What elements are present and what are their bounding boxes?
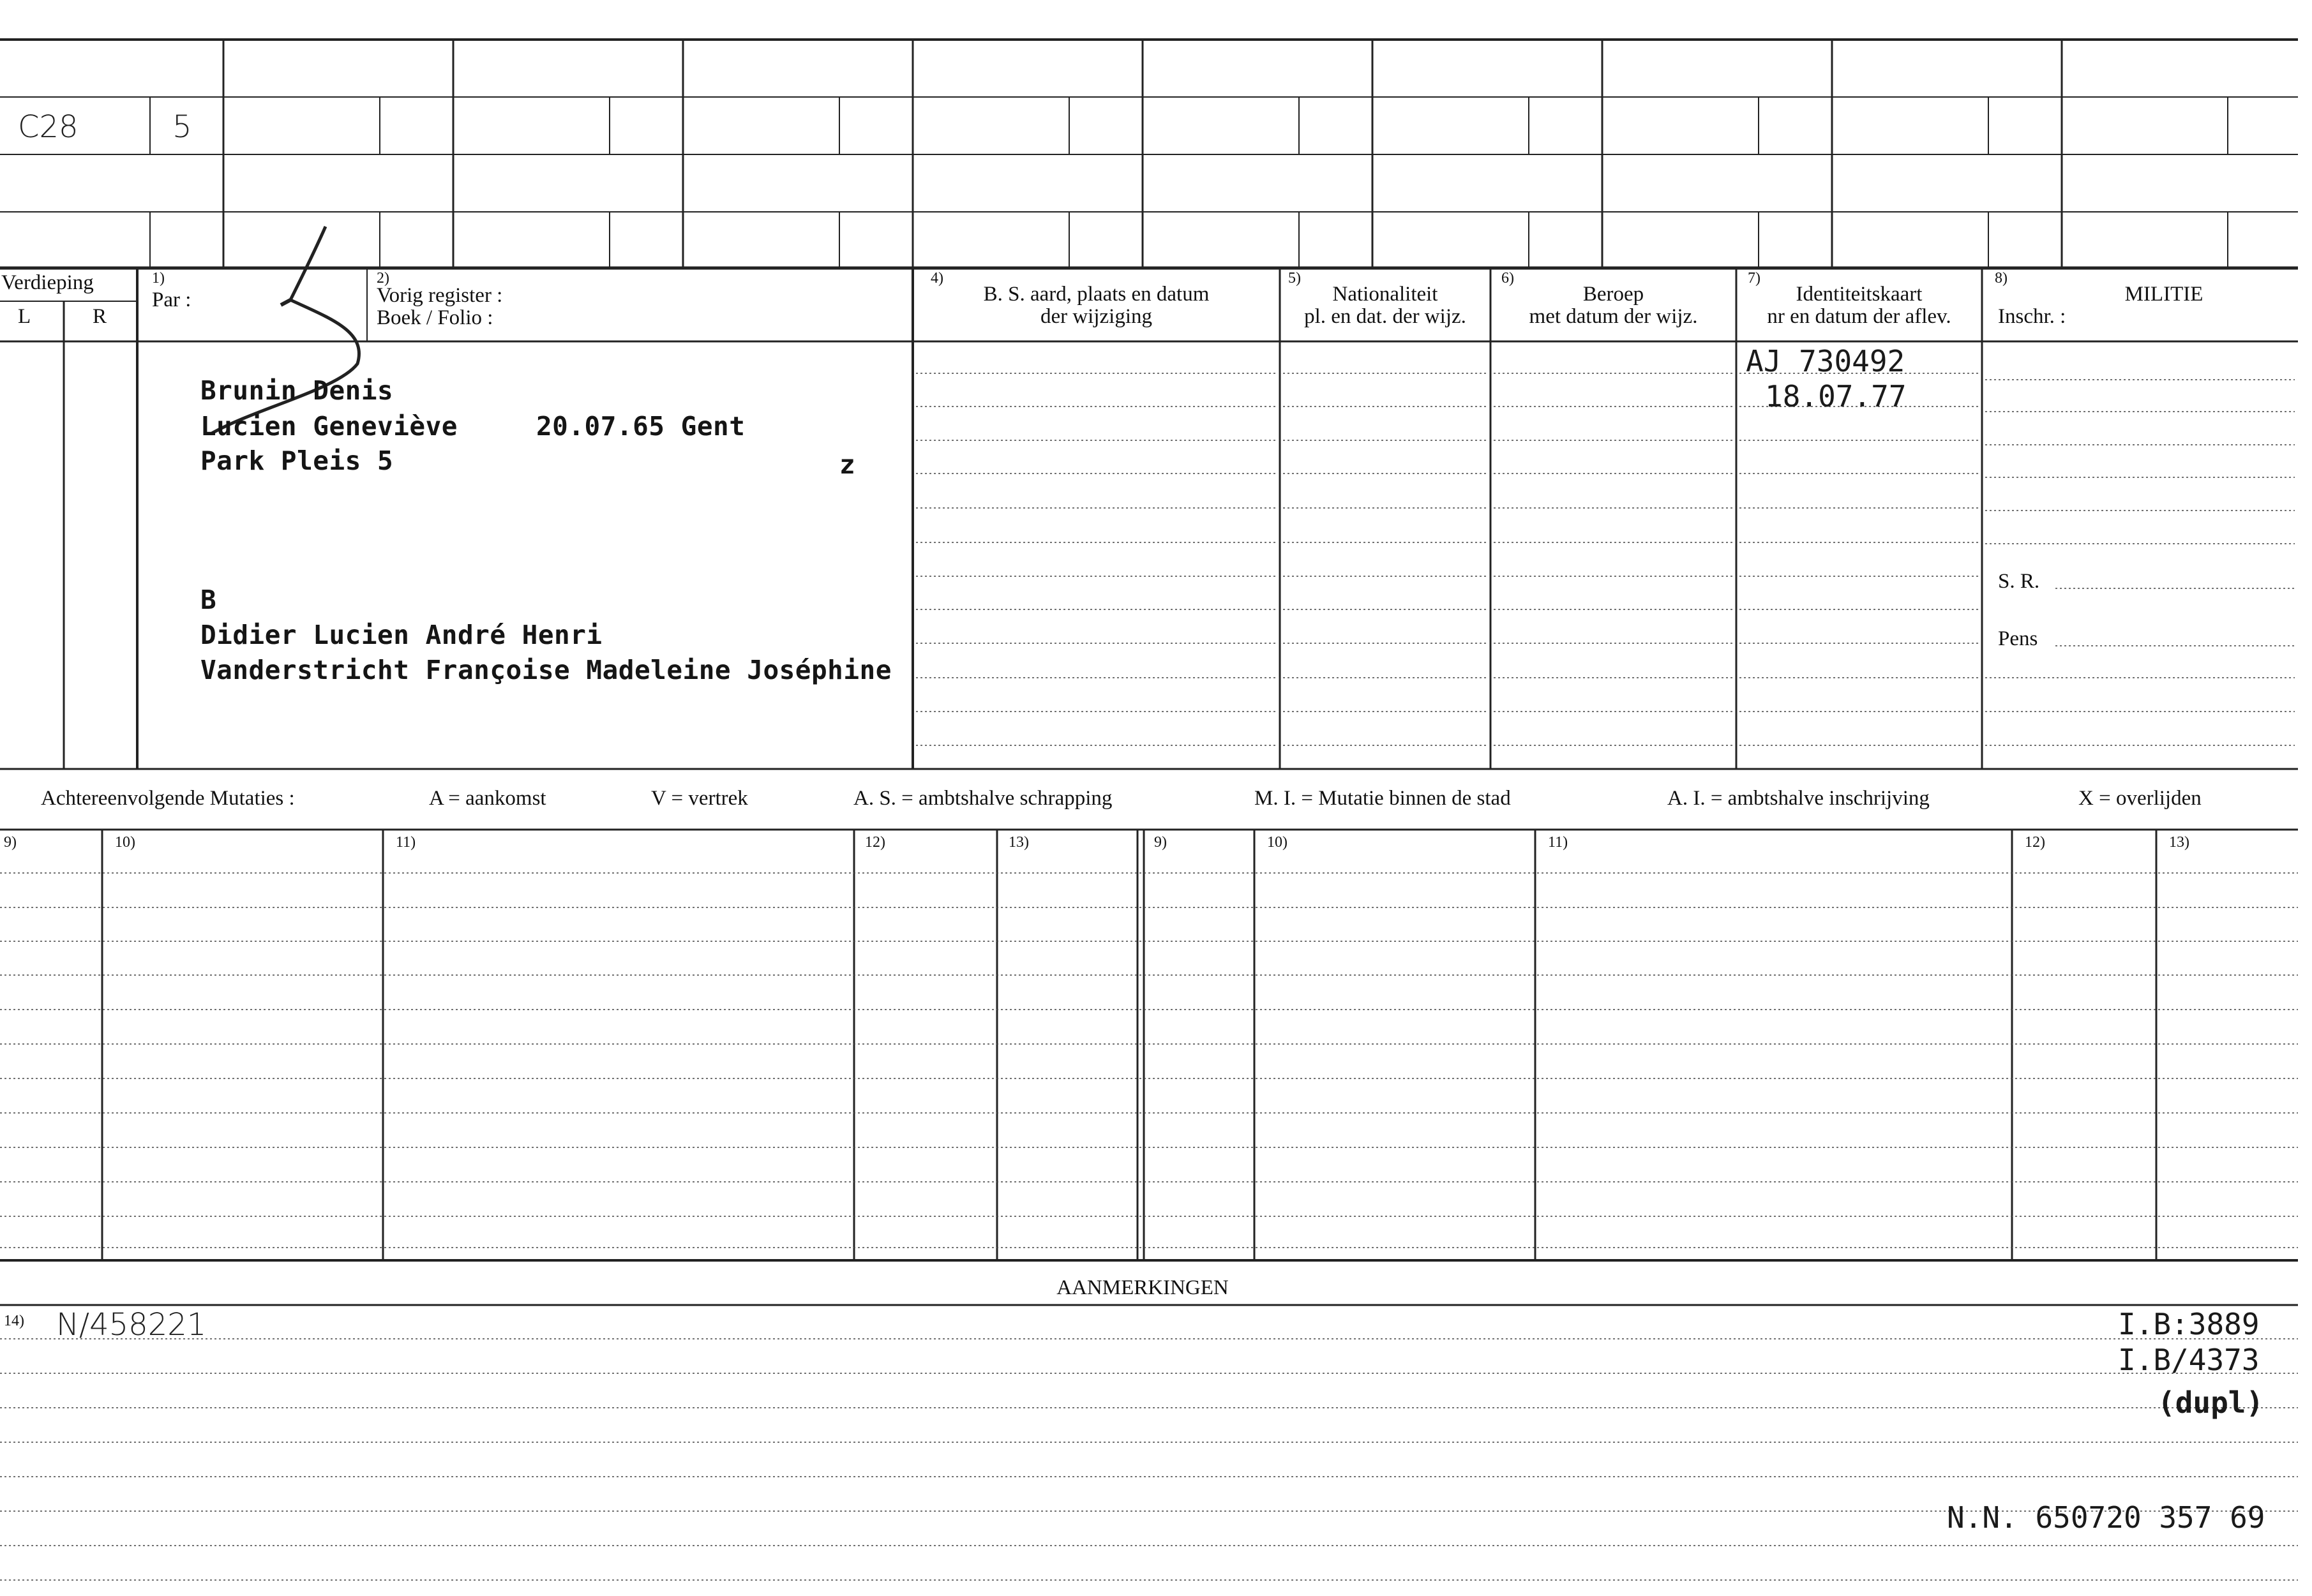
legend-ambtshalve-inschrijving: A. I. = ambtshalve inschrijving [1667, 787, 1930, 810]
identiteitskaart-header-line1: Identiteitskaart [1796, 283, 1923, 306]
legend-aankomst: A = aankomst [429, 787, 546, 810]
militie-header: MILITIE [2124, 283, 2203, 306]
mark-z: z [839, 449, 856, 480]
mut-right-col-10: 10) [1267, 834, 1287, 851]
inschr-label: Inschr. : [1998, 305, 2066, 328]
legend-overlijden: X = overlijden [2078, 787, 2202, 810]
person-name: Brunin Denis [200, 375, 394, 406]
mut-left-col-10: 10) [115, 834, 135, 851]
top-cell-number: 5 [172, 109, 192, 145]
floor-l-label: L [18, 305, 31, 328]
remarks-reference: N/458221 [56, 1307, 207, 1343]
col8-number: 8) [1995, 270, 2008, 287]
id-card-number: AJ 730492 [1746, 344, 1905, 378]
mut-right-col-12: 12) [2025, 834, 2045, 851]
remarks-ib-1: I.B:3889 [2118, 1307, 2260, 1341]
aanmerkingen-title: AANMERKINGEN [1056, 1276, 1229, 1299]
mut-right-col-13: 13) [2169, 834, 2189, 851]
legend-mutatie-binnen-stad: M. I. = Mutatie binnen de stad [1254, 787, 1511, 810]
mut-right-col-11: 11) [1548, 834, 1568, 851]
boek-folio-label: Boek / Folio : [377, 306, 493, 329]
spouse-parents: Vanderstricht Françoise Madeleine Joséphine [200, 655, 892, 685]
col1-number: 1) [152, 270, 165, 287]
remarks-ib-2: I.B/4373 [2118, 1343, 2260, 1377]
mut-left-col-11: 11) [396, 834, 416, 851]
floor-r-label: R [93, 305, 107, 328]
beroep-header-line1: Beroep [1582, 283, 1644, 306]
par-label: Par : [152, 288, 191, 311]
col5-number: 5) [1288, 270, 1301, 287]
person-birth: 20.07.65 Gent [536, 411, 746, 442]
top-cell-code: C28 [18, 109, 79, 145]
remarks-dupl: (dupl) [2158, 1385, 2264, 1420]
col2-number: 2) [377, 270, 389, 287]
beroep-header-line2: met datum der wijz. [1529, 305, 1698, 328]
nationaliteit-header-line1: Nationaliteit [1332, 283, 1438, 306]
bs-header-line1: B. S. aard, plaats en datum [983, 283, 1210, 306]
mut-left-col-13: 13) [1009, 834, 1029, 851]
id-card-date: 18.07.77 [1765, 379, 1907, 414]
col6-number: 6) [1501, 270, 1514, 287]
mut-left-col-12: 12) [865, 834, 885, 851]
person-parents: Lucien Geneviève [200, 411, 458, 442]
national-number: N.N. 650720 357 69 [1947, 1500, 2265, 1535]
remarks-col-14: 14) [4, 1313, 24, 1329]
spouse-names: Didier Lucien André Henri [200, 620, 603, 650]
pens-label: Pens [1998, 627, 2038, 650]
nationaliteit-header-line2: pl. en dat. der wijz. [1304, 305, 1466, 328]
col7-number: 7) [1748, 270, 1760, 287]
identiteitskaart-header-line2: nr en datum der aflev. [1767, 305, 1951, 328]
sr-label: S. R. [1998, 570, 2040, 593]
bs-header-line2: der wijziging [1040, 305, 1153, 328]
legend-vertrek: V = vertrek [651, 787, 748, 810]
person-address: Park Pleis 5 [200, 445, 394, 476]
mark-b: B [200, 585, 217, 615]
mutaties-title: Achtereenvolgende Mutaties : [41, 787, 295, 810]
legend-ambtshalve-schrapping: A. S. = ambtshalve schrapping [853, 787, 1113, 810]
mut-left-col-9: 9) [4, 834, 17, 851]
vorig-register-label: Vorig register : [377, 284, 503, 307]
mut-right-col-9: 9) [1154, 834, 1167, 851]
col4-number: 4) [931, 270, 943, 287]
verdieping-label: Verdieping [1, 271, 94, 294]
